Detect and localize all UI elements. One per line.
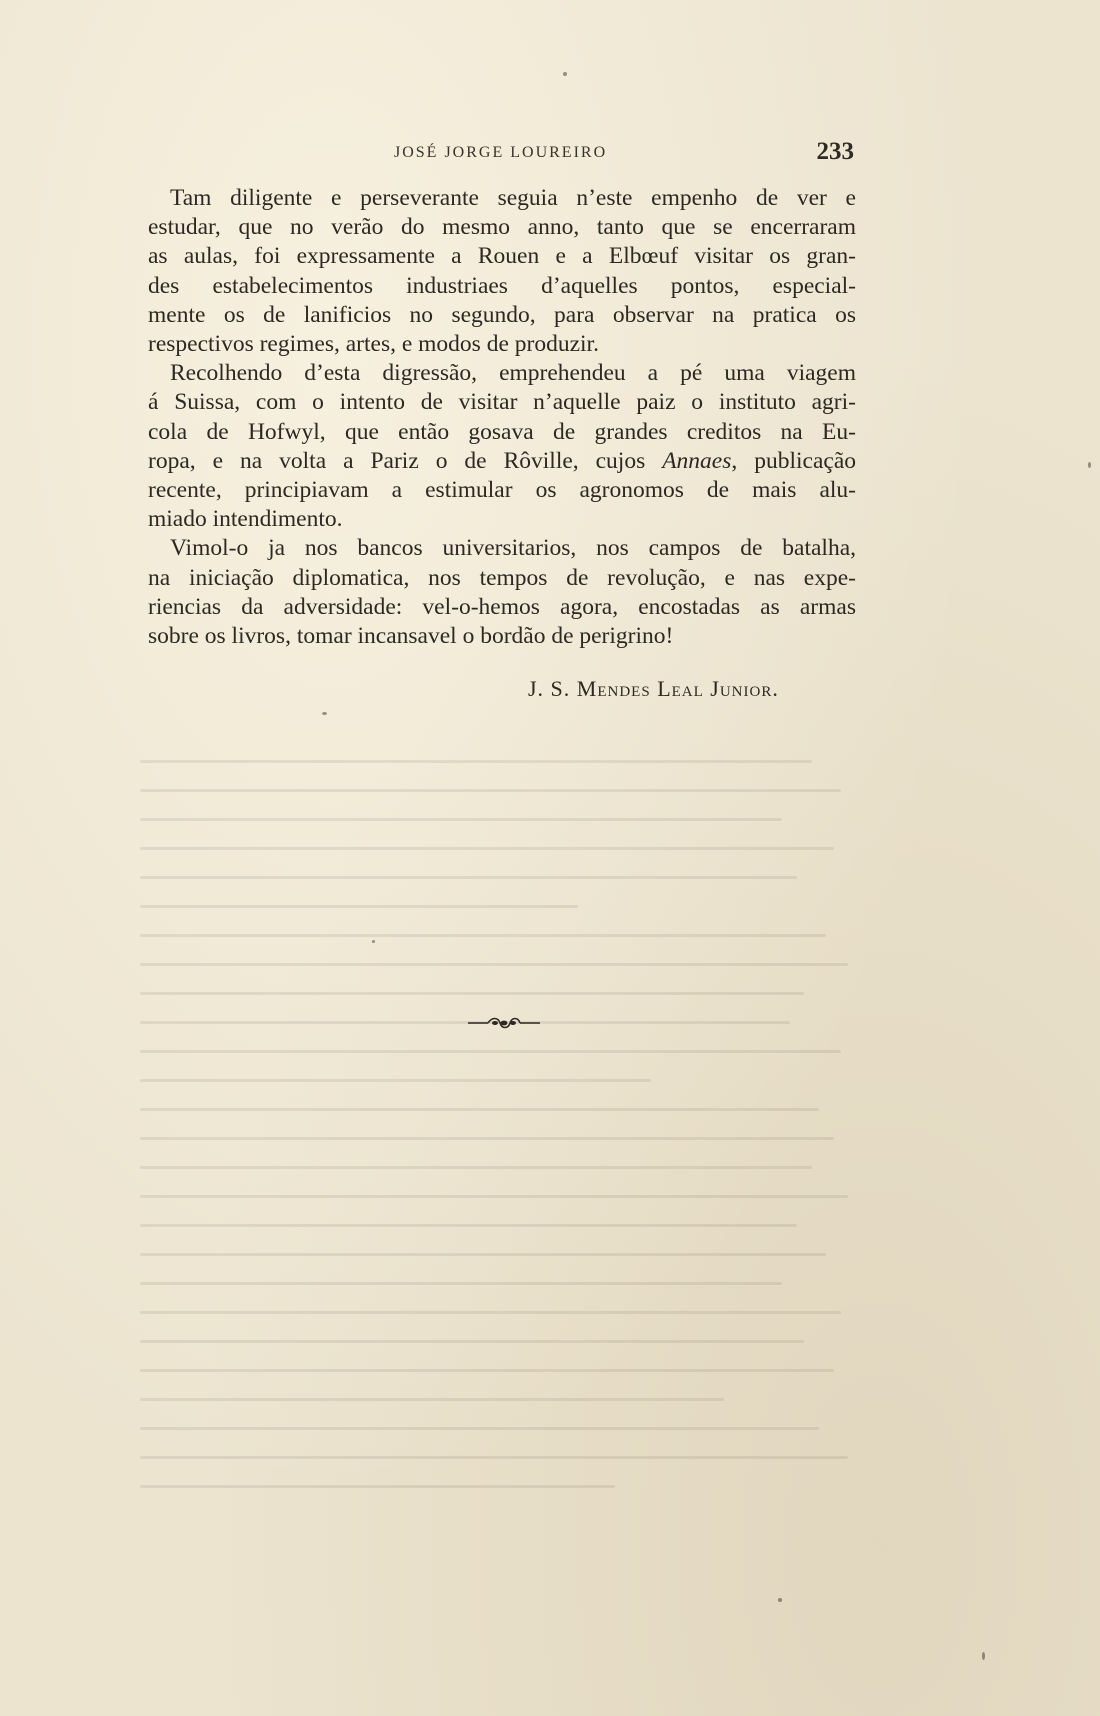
paragraph-1: [148, 184, 856, 359]
text-line: as aulas, foi expressamente a Rouen e a Elbœuf visitar os gran-: [148, 243, 856, 270]
text-line: [148, 447, 856, 476]
text-line: sobre os livros, tomar incansavel o bordão de perigrino!: [148, 623, 674, 650]
paper-speck: [778, 1598, 782, 1602]
paper-speck: [1088, 462, 1091, 468]
page-number: 233: [816, 138, 854, 165]
text-line: miado intendimento.: [148, 506, 343, 533]
text-line: des estabelecimentos industriaes d’aquelles pontos, especial-: [148, 272, 856, 299]
text-line: Recolhendo d’esta digressão, emprehendeu a pé uma viagem: [170, 360, 856, 387]
running-head: JOSÉ JORGE LOUREIRO: [394, 144, 608, 161]
paper-speck: [372, 940, 375, 943]
text-line: Vimol-o ja nos bancos universitarios, nos campos de batalha,: [170, 535, 856, 562]
text-segment: , publicação: [731, 447, 856, 474]
journal-title: Annaes: [662, 447, 732, 474]
text-line: recente, principiavam a estimular os agronomos de mais alu-: [148, 477, 856, 504]
text-line: mente os de lanificios no segundo, para observar na pratica os: [148, 301, 856, 328]
paper-speck: [563, 72, 567, 76]
paper-speck: [982, 1652, 985, 1660]
printer-flourish-icon: [466, 1014, 542, 1032]
text-line: na iniciação diplomatica, nos tempos de revolução, e nas expe-: [148, 564, 856, 591]
author-signature: J. S. Mendes Leal Junior.: [528, 676, 779, 701]
page-header: [148, 138, 854, 174]
text-line: riencias da adversidade: vel-o-hemos agora, encostadas as armas: [148, 593, 856, 620]
text-line: estudar, que no verão do mesmo anno, tanto que se encerraram: [148, 214, 856, 241]
show-through-text: [140, 760, 870, 1580]
body-text: [148, 184, 856, 651]
paragraph-3: [148, 534, 856, 651]
text-line: cola de Hofwyl, que então gosava de grandes creditos na Eu-: [148, 418, 856, 445]
text-line: Tam diligente e perseverante seguia n’este empenho de ver e: [170, 185, 856, 211]
text-segment: ropa, e na volta a Pariz o de Rôville, cujos: [148, 447, 663, 474]
paragraph-2: [148, 359, 856, 534]
text-line: respectivos regimes, artes, e modos de produzir.: [148, 331, 599, 358]
text-line: á Suissa, com o intento de visitar n’aquelle paiz o instituto agri-: [148, 389, 856, 416]
paper-speck: [322, 712, 327, 715]
